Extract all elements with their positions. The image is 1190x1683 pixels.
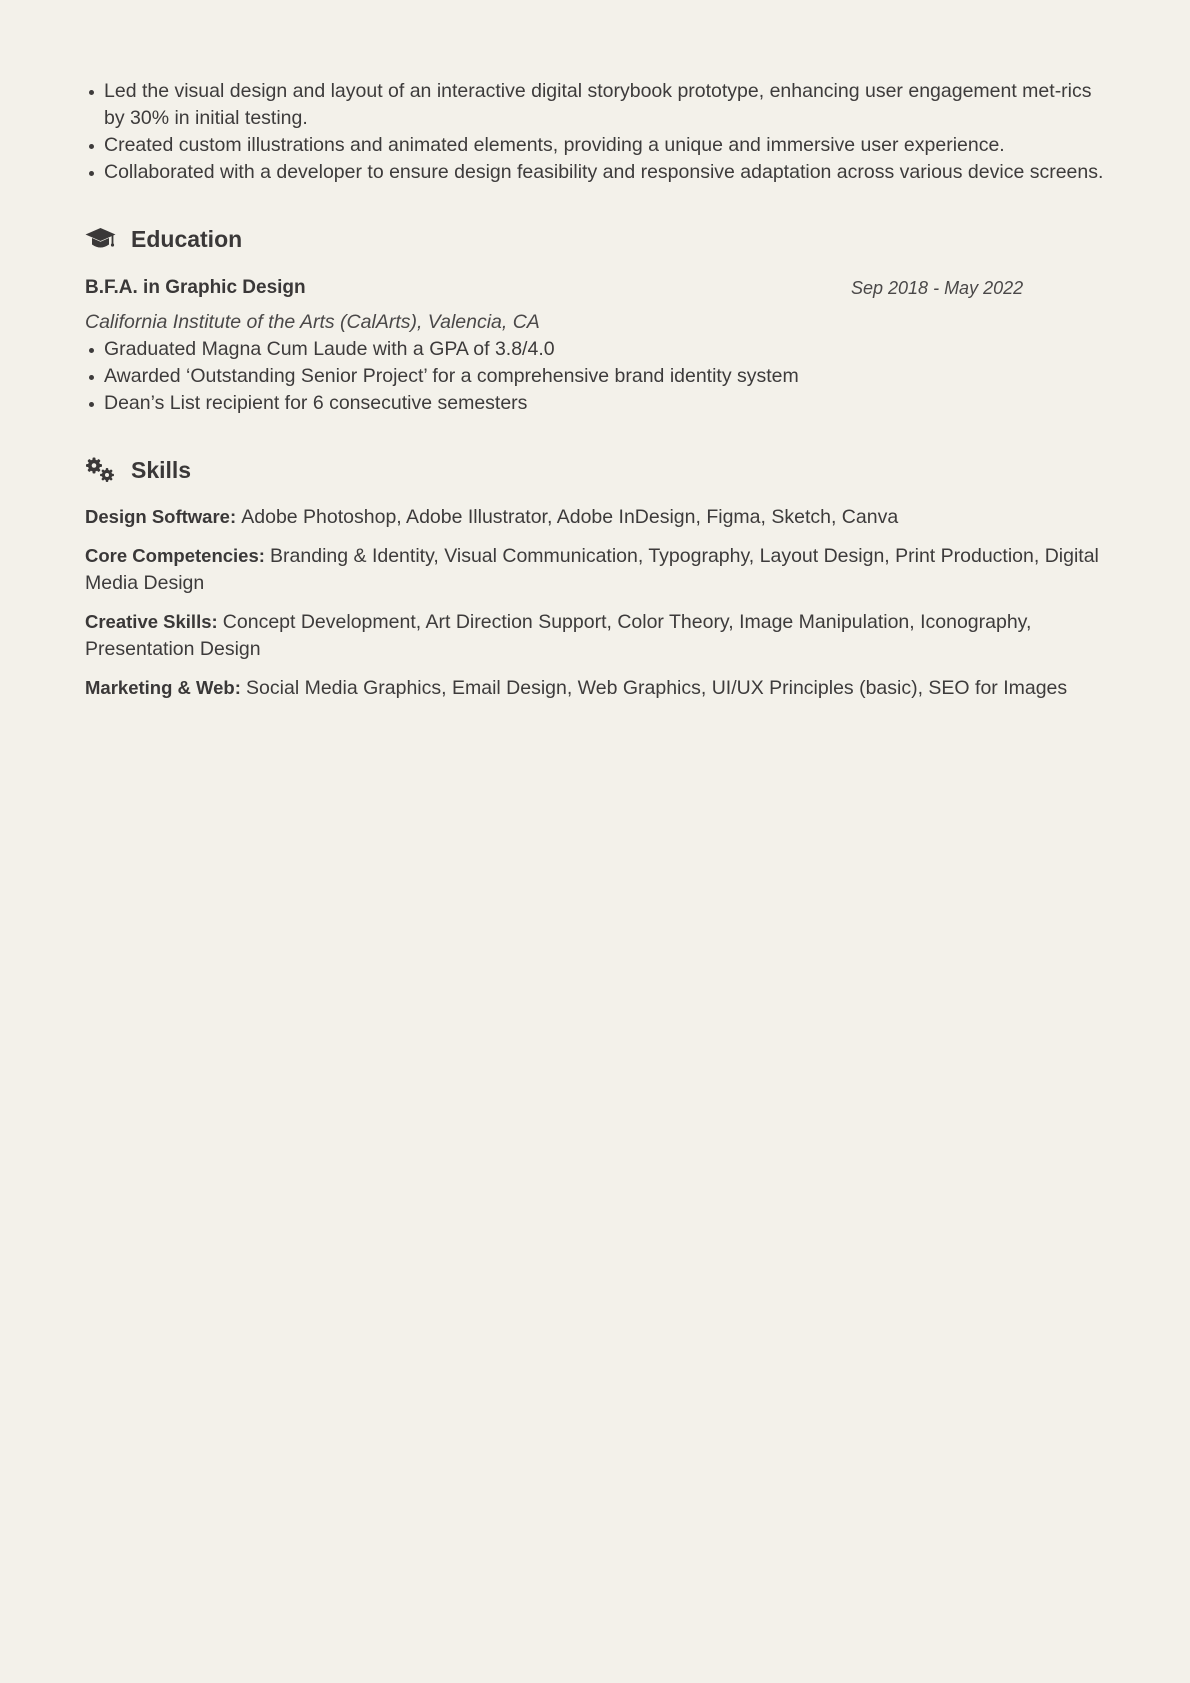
skill-label: Creative Skills: [85, 611, 223, 632]
skill-label: Core Competencies: [85, 545, 271, 566]
skill-label: Marketing & Web: [85, 677, 247, 698]
education-bullet-list [85, 336, 1110, 417]
skill-value: Adobe Photoshop, Adobe Illustrator, Adobe InDesign, Figma, Sketch, Canva [241, 506, 899, 528]
skill-value: Branding & Identity, Visual Communication, Typography, Layout Design, Print Production, Digital Media Design [85, 545, 1099, 594]
education-bullet: Graduated Magna Cum Laude with a GPA of 3.8/4.0 [104, 336, 1110, 363]
education-heading: Education [131, 226, 243, 252]
skills-heading: Skills [131, 457, 192, 483]
skill-label: Design Software: [85, 506, 242, 527]
skill-row [85, 608, 1110, 663]
skills-list [85, 503, 1110, 702]
education-section-heading [85, 224, 1110, 254]
experience-bullet: Created custom illustrations and animated elements, providing a unique and immersive user experience. [104, 132, 1110, 159]
skill-row [85, 674, 1110, 702]
resume-page [85, 78, 1110, 713]
education-bullet: Dean’s List recipient for 6 consecutive semesters [104, 390, 1110, 417]
degree-title: B.F.A. in Graphic Design [85, 277, 306, 298]
gears-icon [85, 456, 117, 484]
skill-row [85, 542, 1110, 597]
experience-bullet: Led the visual design and layout of an interactive digital storybook prototype, enhancing user engagement met-rics by 30% in initial testing. [104, 78, 1110, 132]
skill-value: Concept Development, Art Direction Support, Color Theory, Image Manipulation, Iconography, Presentation Design [85, 611, 1032, 660]
graduation-cap-icon [85, 225, 117, 253]
skill-value: Social Media Graphics, Email Design, Web Graphics, UI/UX Principles (basic), SEO for Images [246, 677, 1068, 699]
experience-bullet-list [85, 78, 1110, 186]
experience-bullet: Collaborated with a developer to ensure design feasibility and responsive adaptation across various device screens. [104, 159, 1110, 186]
education-bullet: Awarded ‘Outstanding Senior Project’ for a comprehensive brand identity system [104, 363, 1110, 390]
education-dates: Sep 2018 - May 2022 [851, 278, 1024, 298]
skill-row [85, 503, 1110, 531]
school-name: California Institute of the Arts (CalArts), Valencia, CA [85, 311, 540, 333]
skills-section-heading [85, 455, 1110, 485]
education-entry-header [85, 274, 1110, 302]
